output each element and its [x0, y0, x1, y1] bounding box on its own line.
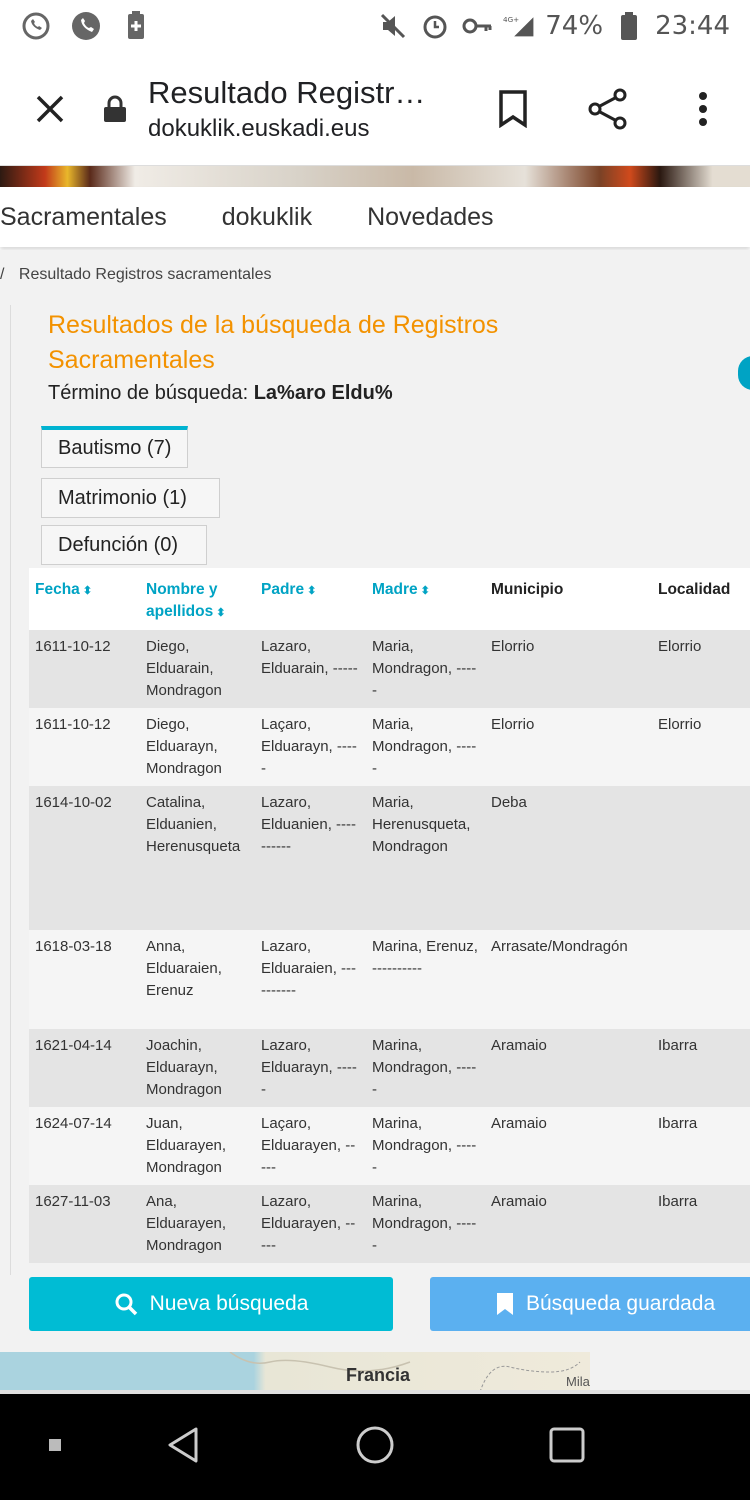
table-row[interactable] — [29, 786, 750, 930]
table-row[interactable] — [29, 708, 750, 786]
cell-nombre: Catalina, Elduanien, Herenusqueta — [140, 786, 255, 930]
map-preview[interactable] — [0, 1352, 590, 1392]
nav-item-sacramentales[interactable]: Sacramentales — [0, 202, 167, 231]
search-term-value: La%aro Eldu% — [253, 382, 393, 404]
alarm-icon — [419, 10, 451, 42]
nav-dot-button[interactable] — [30, 1420, 80, 1470]
cell-padre: Laçaro, Elduarayn, ----- — [255, 708, 366, 786]
cell-fecha: 1624-07-14 — [29, 1107, 140, 1185]
cell-madre: Maria, Mondragon, ----- — [366, 630, 485, 708]
cell-municipio: Elorrio — [485, 630, 652, 708]
search-term-label: Término de búsqueda: — [48, 382, 249, 404]
divider — [10, 305, 11, 1275]
back-triangle-icon — [164, 1425, 202, 1465]
cell-padre: Laçaro, Elduarayen, ----- — [255, 1107, 366, 1185]
column-header-padre[interactable] — [255, 568, 366, 630]
saved-search-label: Búsqueda guardada — [526, 1292, 716, 1315]
cell-localidad: Elorrio — [652, 708, 750, 786]
cell-padre: Lazaro, Elduarayen, ----- — [255, 1185, 366, 1263]
cell-localidad: Ibarra — [652, 1185, 750, 1263]
new-search-button[interactable] — [29, 1277, 393, 1331]
lock-icon[interactable] — [100, 95, 130, 123]
share-icon — [588, 88, 628, 130]
cell-nombre: Juan, Elduarayen, Mondragon — [140, 1107, 255, 1185]
status-right-icons — [377, 10, 730, 42]
sort-icon: ⬍ — [216, 607, 226, 619]
header-label: Fecha — [35, 581, 80, 598]
battery-plus-icon — [120, 10, 152, 42]
cell-localidad: Ibarra — [652, 1029, 750, 1107]
cell-nombre: Diego, Elduarain, Mondragon — [140, 630, 255, 708]
table-row[interactable] — [29, 930, 750, 1029]
cell-padre: Lazaro, Elduaraien, ---------- — [255, 930, 366, 1029]
cell-madre: Marina, Mondragon, ----- — [366, 1185, 485, 1263]
cell-municipio: Elorrio — [485, 708, 652, 786]
saved-search-button[interactable] — [430, 1277, 750, 1331]
cell-padre: Lazaro, Elduanien, ---------- — [255, 786, 366, 930]
cell-municipio: Aramaio — [485, 1029, 652, 1107]
cell-localidad: Ibarra — [652, 1107, 750, 1185]
home-button[interactable] — [350, 1420, 400, 1470]
tab-matrimonio[interactable]: Matrimonio (1) — [41, 478, 220, 518]
cell-localidad: Elorrio — [652, 630, 750, 708]
sort-icon: ⬍ — [307, 585, 317, 597]
cell-fecha: 1614-10-02 — [29, 786, 140, 930]
cell-nombre: Ana, Elduarayen, Mondragon — [140, 1185, 255, 1263]
cell-localidad — [652, 930, 750, 1029]
table-header-row — [29, 568, 750, 630]
table-row[interactable] — [29, 1107, 750, 1185]
cell-municipio: Aramaio — [485, 1185, 652, 1263]
new-search-label: Nueva búsqueda — [149, 1292, 309, 1315]
nav-item-novedades[interactable]: Novedades — [367, 202, 494, 231]
key-icon — [461, 10, 493, 42]
cell-padre: Lazaro, Elduarayn, ----- — [255, 1029, 366, 1107]
status-left-icons — [20, 10, 152, 42]
tab-bautismo[interactable]: Bautismo (7) — [41, 426, 188, 468]
clock: 23:44 — [655, 11, 730, 41]
battery-icon — [613, 10, 645, 42]
more-menu-button[interactable] — [655, 52, 750, 165]
cell-padre: Lazaro, Elduarain, ----- — [255, 630, 366, 708]
header-label: Nombre y apellidos — [146, 581, 218, 620]
sort-icon: ⬍ — [420, 585, 430, 597]
map-label-mila: Mila — [566, 1374, 590, 1389]
recents-square-icon — [548, 1426, 586, 1464]
column-header-fecha[interactable] — [29, 568, 140, 630]
mute-icon — [377, 10, 409, 42]
cell-fecha: 1627-11-03 — [29, 1185, 140, 1263]
cell-fecha: 1618-03-18 — [29, 930, 140, 1029]
cell-madre: Marina, Mondragon, ----- — [366, 1029, 485, 1107]
column-header-municipio: Municipio — [485, 568, 652, 630]
cell-localidad — [652, 786, 750, 930]
header-label: Padre — [261, 581, 305, 598]
search-term-line — [48, 382, 393, 405]
address-bar[interactable] — [148, 75, 465, 143]
battery-percentage: 74% — [545, 11, 604, 41]
table-row[interactable] — [29, 1185, 750, 1263]
cell-nombre: Joachin, Elduarayn, Mondragon — [140, 1029, 255, 1107]
column-header-localidad: Localidad — [652, 568, 750, 630]
map-label-francia: Francia — [346, 1365, 411, 1385]
page-title: Resultado Registr… — [148, 74, 426, 110]
cell-municipio: Arrasate/Mondragón — [485, 930, 652, 1029]
system-navigation-bar — [0, 1394, 750, 1500]
home-circle-icon — [355, 1425, 395, 1465]
cell-fecha: 1611-10-12 — [29, 630, 140, 708]
cell-fecha: 1621-04-14 — [29, 1029, 140, 1107]
close-icon — [34, 93, 66, 125]
header-label: Madre — [372, 581, 418, 598]
share-button[interactable] — [560, 52, 655, 165]
nav-item-dokuklik[interactable]: dokuklik — [221, 202, 313, 231]
cell-madre: Marina, Mondragon, ----- — [366, 1107, 485, 1185]
cell-madre: Maria, Mondragon, ----- — [366, 708, 485, 786]
network-type-label: 4G+ — [503, 15, 520, 24]
square-dot-icon — [48, 1438, 62, 1452]
breadcrumb-separator: / — [0, 266, 5, 283]
close-tab-button[interactable] — [0, 52, 100, 165]
breadcrumb — [0, 266, 271, 284]
back-button[interactable] — [158, 1420, 208, 1470]
table-row[interactable] — [29, 630, 750, 708]
cell-municipio: Aramaio — [485, 1107, 652, 1185]
column-header-nombre[interactable] — [140, 568, 255, 630]
sort-icon: ⬍ — [82, 585, 93, 597]
recents-button[interactable] — [542, 1420, 592, 1470]
search-icon — [114, 1292, 138, 1316]
phone-icon — [70, 10, 102, 42]
column-header-madre[interactable] — [366, 568, 485, 630]
page-url: dokuklik.euskadi.eus — [148, 114, 370, 142]
results-title: Resultados de la búsqueda de Registros Sacramentales — [48, 311, 499, 374]
signal-icon — [503, 10, 535, 42]
whatsapp-icon — [20, 10, 52, 42]
map-lines — [0, 1352, 590, 1392]
cell-nombre: Diego, Elduarayn, Mondragon — [140, 708, 255, 786]
status-bar — [0, 0, 750, 52]
bookmark-button[interactable] — [465, 52, 560, 165]
bookmark-icon — [498, 90, 528, 128]
more-vert-icon — [697, 91, 709, 127]
cell-nombre: Anna, Elduaraien, Erenuz — [140, 930, 255, 1029]
site-nav — [0, 187, 750, 247]
cell-municipio: Deba — [485, 786, 652, 930]
cell-madre: Maria, Herenusqueta, Mondragon — [366, 786, 485, 930]
header-banner-image — [0, 166, 750, 187]
cell-madre: Marina, Erenuz, ---------- — [366, 930, 485, 1029]
browser-toolbar — [0, 52, 750, 166]
cell-fecha: 1611-10-12 — [29, 708, 140, 786]
results-table — [29, 568, 750, 1263]
breadcrumb-current: Resultado Registros sacramentales — [18, 266, 272, 283]
table-row[interactable] — [29, 1029, 750, 1107]
tab-defuncion[interactable]: Defunción (0) — [41, 525, 207, 565]
bookmark-icon — [496, 1293, 514, 1315]
